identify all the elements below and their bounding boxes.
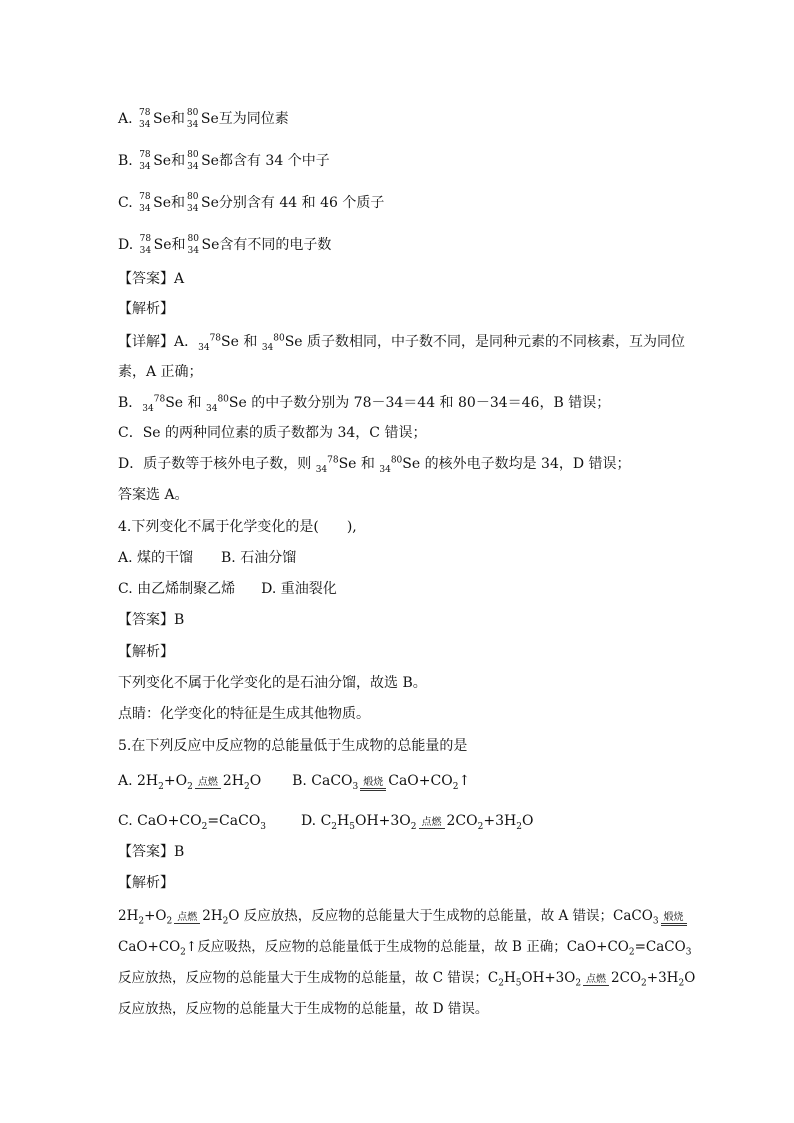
q5-analysis-3: 反应放热，反应物的总能量大于生成物的总能量，故 C 错误；$C_2H_5OH+3O_2$ 点燃 $2CO_2+3H_2O$ [118,970,696,989]
q5-options-row-1: A. $2H_2+O_2$ 点燃 $2H_2O$ B. CaCO$_3$ 煅烧 $CaO+CO_2↑$ [118,773,471,792]
isotope-se78: 78 34 [139,108,151,130]
q3-detail-1-cont: 素，A 正确； [118,364,203,380]
condition-calcine: 煅烧 [360,778,386,791]
q3-detail-1: 【详解】A．$_{34}^{78}$Se 和 $_{34}^{80}$Se 质子数相同，中子数不同，是同种元素的不同核素，互为同位 [118,333,686,353]
q4-options-row-1: A. 煤的干馏 B. 石油分馏 [118,550,297,566]
q5-answer: 【答案】B [118,844,185,860]
q4-answer: 【答案】B [118,612,185,628]
q3-choose: 答案选 A。 [118,487,189,503]
q4-tip: 点睛：化学变化的特征是生成其他物质。 [118,706,370,722]
q5-analysis-4: 反应放热，反应物的总能量大于生成物的总能量，故 D 错误。 [118,1001,489,1017]
q3-detail-3: C．Se 的两种同位素的质子数都为 34，C 错误； [118,425,427,441]
q3-option-c: C. 78 34 Se和 80 34 Se分别含有 44 和 46 个质子 [118,192,385,214]
q4-stem: 4.下列变化不属于化学变化的是( ), [118,519,357,535]
q5-analysis-2: $CaO+CO_2↑$反应吸热，反应物的总能量低于生成物的总能量，故 B 正确；$CaO+CO_2=CaCO_3$ [118,939,692,958]
q4-options-row-2: C. 由乙烯制聚乙烯 D. 重油裂化 [118,581,337,597]
q3-detail-2: B．$_{34}^{78}$Se 和 $_{34}^{80}$Se 的中子数分别为 78－34＝44 和 80－34＝46，B 错误； [118,394,611,414]
condition-ignite: 点燃 [195,778,221,789]
q4-analysis-heading: 【解析】 [118,644,174,660]
q4-analysis: 下列变化不属于化学变化的是石油分馏，故选 B。 [118,675,427,691]
q5-stem: 5.在下列反应中反应物的总能量低于生成物的总能量的是 [118,738,468,754]
q3-answer: 【答案】A [118,271,185,287]
q5-analysis-1: $2H_2+O_2$ 点燃 $2H_2O$ 反应放热，反应物的总能量大于生成物的总能量，故 A 错误；CaCO$_3$ 煅烧 [118,907,689,926]
q5-analysis-heading: 【解析】 [118,875,174,891]
q5-options-row-2: C. $CaO+CO_2=CaCO_3$ D. $C_2H_5OH+3O_2$ 点燃 $2CO_2+3H_2O$ [118,813,534,832]
q3-option-b: B. 78 34 Se和 80 34 Se都含有 34 个中子 [118,150,330,172]
q3-detail-4: D．质子数等于核外电子数，则 $_{34}^{78}$Se 和 $_{34}^{80}$Se 的核外电子数均是 34，D 错误； [118,455,631,475]
q3-option-a: A. 78 34 Se和 80 34 Se互为同位素 [118,108,289,130]
isotope-se80: 80 34 [186,108,199,130]
q3-analysis-heading: 【解析】 [118,301,174,317]
q3-option-d: D. 78 34 Se和 80 34 Se含有不同的电子数 [118,234,332,256]
